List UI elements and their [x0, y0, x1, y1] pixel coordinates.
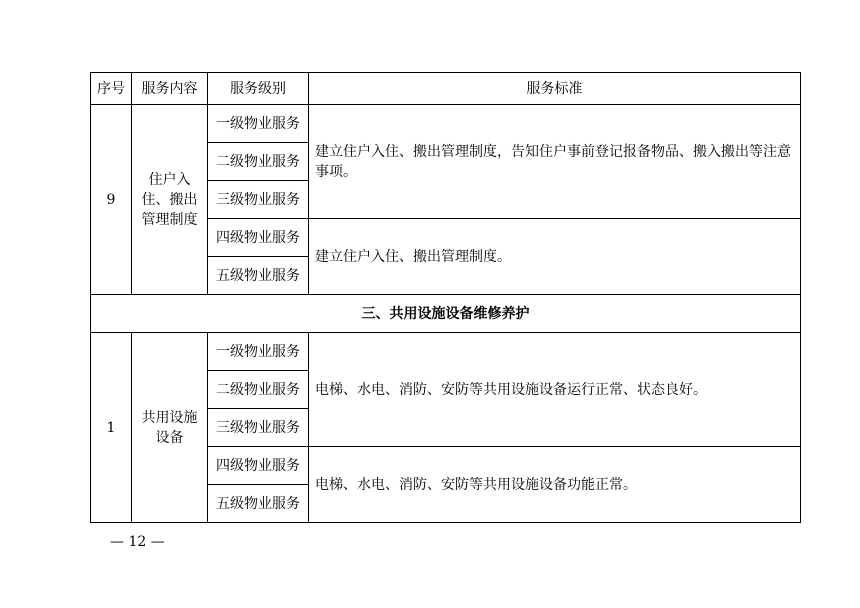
service-content: 共用设施设备 [132, 333, 208, 523]
header-no: 序号 [91, 73, 132, 105]
header-level: 服务级别 [208, 73, 309, 105]
service-standard: 建立住户入住、搬出管理制度，告知住户事前登记报备物品、搬入搬出等注意事项。 [309, 105, 801, 219]
item-number: 1 [91, 333, 132, 523]
service-level: 四级物业服务 [208, 219, 309, 257]
table-row [91, 333, 801, 371]
service-level: 五级物业服务 [208, 257, 309, 295]
service-level: 一级物业服务 [208, 105, 309, 143]
service-level: 三级物业服务 [208, 409, 309, 447]
service-standard: 电梯、水电、消防、安防等共用设施设备功能正常。 [309, 447, 801, 523]
service-level: 二级物业服务 [208, 143, 309, 181]
header-content: 服务内容 [132, 73, 208, 105]
service-standard: 建立住户入住、搬出管理制度。 [309, 219, 801, 295]
service-level: 三级物业服务 [208, 181, 309, 219]
service-level: 二级物业服务 [208, 371, 309, 409]
page-number: — 12 — [110, 534, 165, 550]
table-header-row [91, 73, 801, 105]
header-standard: 服务标准 [309, 73, 801, 105]
section-row [91, 295, 801, 333]
service-standard: 电梯、水电、消防、安防等共用设施设备运行正常、状态良好。 [309, 333, 801, 447]
service-level: 五级物业服务 [208, 485, 309, 523]
table-row [91, 105, 801, 143]
service-level: 一级物业服务 [208, 333, 309, 371]
service-standard-table [90, 72, 801, 523]
item-number: 9 [91, 105, 132, 295]
section-title: 三、共用设施设备维修养护 [91, 295, 801, 333]
service-level: 四级物业服务 [208, 447, 309, 485]
service-content: 住户入住、搬出管理制度 [132, 105, 208, 295]
